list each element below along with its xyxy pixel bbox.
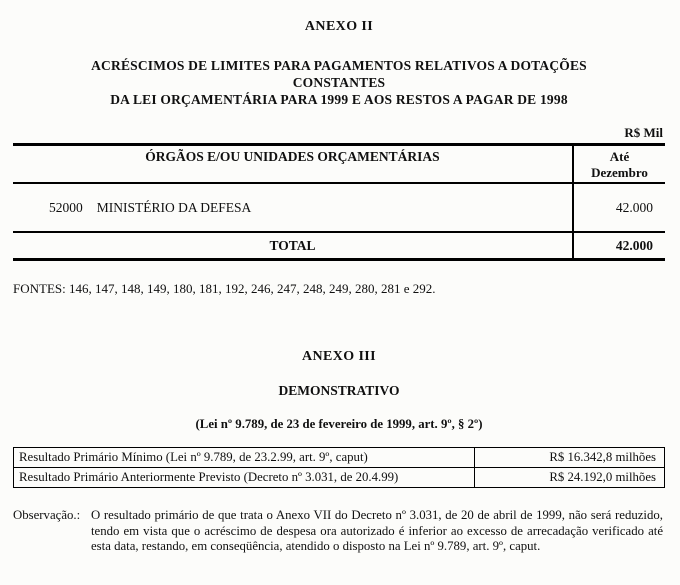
table-row — [14, 448, 665, 468]
anexo3-title: ANEXO III — [301, 349, 376, 364]
valor-header-line1: Até — [609, 149, 630, 164]
orgaos-column-header: ÓRGÃOS E/OU UNIDADES ORÇAMENTÁRIAS — [13, 145, 573, 184]
currency-unit-label: R$ Mil — [624, 125, 663, 140]
resultado-value-cell: R$ 24.192,0 milhões — [475, 468, 665, 488]
anexo2-table-header-row — [13, 145, 665, 184]
valor-cell: 42.000 — [573, 183, 665, 232]
anexo2-subtitle — [13, 57, 665, 108]
observacao-label: Observação.: — [13, 508, 81, 522]
anexo3-table — [13, 447, 665, 488]
anexo2-subtitle-line1: ACRÉSCIMOS DE LIMITES PARA PAGAMENTOS RELATIVOS A DOTAÇÕES — [91, 58, 587, 73]
orgao-nome: MINISTÉRIO DA DEFESA — [96, 199, 252, 215]
fontes-line: FONTES: 146, 147, 148, 149, 180, 181, 192, 246, 247, 248, 249, 280, 281 e 292. — [13, 281, 436, 296]
resultado-label-cell: Resultado Primário Anteriormente Previsto (Decreto nº 3.031, de 20.4.99) — [14, 468, 475, 488]
orgao-codigo: 52000 — [49, 199, 83, 215]
total-row — [13, 232, 665, 260]
resultado-value-cell: R$ 16.342,8 milhões — [475, 448, 665, 468]
valor-column-header — [573, 145, 665, 184]
anexo2-table — [13, 143, 665, 261]
valor-header-line2: Dezembro — [591, 165, 648, 180]
observacao-block — [13, 508, 665, 555]
law-reference-line: (Lei nº 9.789, de 23 de fevereiro de 1999, art. 9º, § 2º) — [195, 417, 483, 431]
resultado-label-cell: Resultado Primário Mínimo (Lei nº 9.789, de 23.2.99, art. 9º, caput) — [14, 448, 475, 468]
table-row — [14, 468, 665, 488]
anexo2-subtitle-line3: DA LEI ORÇAMENTÁRIA PARA 1999 E AOS RESTOS A PAGAR DE 1998 — [110, 92, 568, 107]
observacao-text: O resultado primário de que trata o Anexo VII do Decreto nº 3.031, de 20 de abril de 1999, não será reduzido, tendo em vista que o acréscimo de despesa ora autorizado é inferior ao excesso de arrecadação verificado até esta data, restando, em conseqüência, atendido o disposto na Lei nº 9.789, art. 9º, caput. — [91, 508, 663, 553]
table-row — [13, 183, 665, 232]
anexo2-title: ANEXO II — [304, 19, 374, 34]
total-label-cell: TOTAL — [13, 232, 573, 260]
orgao-cell — [13, 183, 573, 232]
total-value-cell: 42.000 — [573, 232, 665, 260]
anexo2-subtitle-line2: CONSTANTES — [292, 75, 386, 90]
anexo3-subtitle: DEMONSTRATIVO — [278, 383, 400, 398]
